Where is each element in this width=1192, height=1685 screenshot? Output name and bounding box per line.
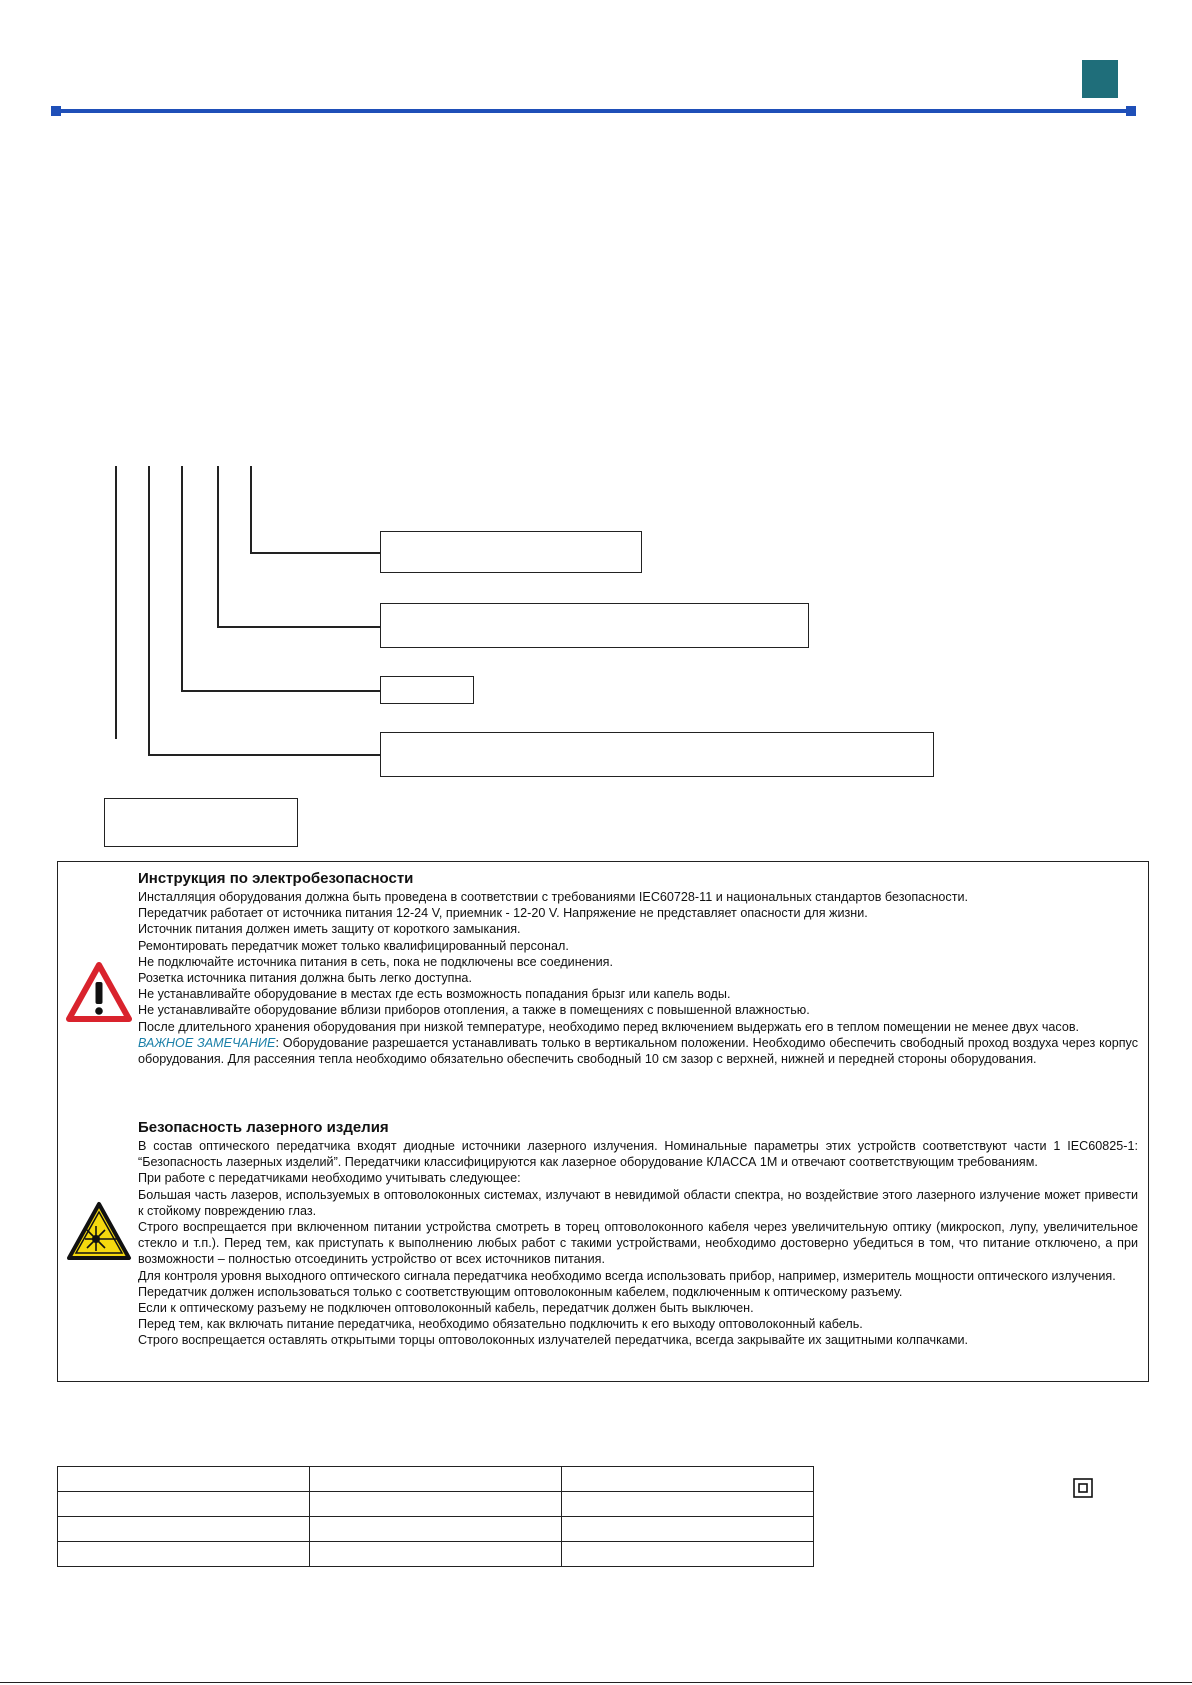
table-row — [58, 1467, 814, 1492]
laser-line-5: Для контроля уровня выходного оптического сигнала передатчика необходимо всегда использовать прибор, например, измеритель мощности оптического излучения. — [138, 1268, 1116, 1283]
electrical-line-8: Не устанавливайте оборудование вблизи приборов отопления, а также в помещениях с повышенной влажностью. — [138, 1003, 810, 1018]
code-connector-4 — [217, 626, 380, 628]
laser-line-7: Если к оптическому разъему не подключен оптоволоконный кабель, передатчик должен быть выключен. — [138, 1301, 754, 1316]
table-cell — [562, 1492, 814, 1517]
code-branch-line-4 — [217, 466, 219, 626]
code-field-box-5 — [380, 531, 642, 573]
table-cell — [58, 1542, 310, 1567]
code-connector-2 — [148, 754, 380, 756]
safety-instructions-frame — [57, 861, 1149, 1382]
code-field-box-2 — [380, 732, 934, 777]
laser-radiation-icon — [66, 1201, 132, 1261]
laser-line-3: Большая часть лазеров, используемых в оптоволоконных системах, излучают в невидимой области спектра, но воздействие этого лазерного излучение может привести к стойкому повреждению глаз. — [138, 1187, 1138, 1218]
code-field-box-4 — [380, 603, 809, 648]
important-note — [138, 1035, 1138, 1067]
electrical-line-7: Не устанавливайте оборудование в местах где есть возможность попадания брызг или капель воды. — [138, 987, 731, 1002]
laser-line-8: Перед тем, как включать питание передатчика, необходимо обязательно подключить к его выходу оптоволоконный кабель. — [138, 1317, 863, 1332]
important-note-text: : Оборудование разрешается устанавливать только в вертикальном положении. Необходимо обеспечить свободный проход воздуха через корпус оборудования. Для рассеяния тепла необходимо обязательно обеспечить свободный 10 см зазор с верхней, нижней и передней стороны оборудования. — [138, 1035, 1138, 1067]
code-branch-line-3 — [181, 466, 183, 690]
electrical-line-1: Инсталляция оборудования должна быть проведена в соответствии с требованиями IEC60728-11 и национальных стандартов безопасности. — [138, 890, 969, 904]
laser-line-1: В состав оптического передатчика входят диодные источники лазерного излучения. Номинальные параметры этих устройств соответствуют части 1 IEC60825-1: “Безопасность лазерных изделий”. Передатчики классифицируются как лазерное оборудование КЛАССА 1М и отвечают соответствующим требованиям. — [138, 1139, 1138, 1170]
laser-safety-section — [138, 1119, 1138, 1349]
table-cell — [58, 1467, 310, 1492]
electrical-safety-title: Инструкция по электробезопасности — [138, 870, 414, 887]
exclamation-warning-icon — [66, 962, 132, 1022]
table-cell — [562, 1467, 814, 1492]
code-field-box-3 — [380, 676, 474, 704]
laser-line-6: Передатчик должен использоваться только с соответствующим оптоволоконным кабелем, подключенным к оптическому разъему. — [138, 1284, 903, 1299]
electrical-line-2: Передатчик работает от источника питания 12-24 V, приемник - 12-20 V. Напряжение не представляет опасности для жизни. — [138, 906, 868, 921]
table-cell — [562, 1517, 814, 1542]
table-cell — [58, 1492, 310, 1517]
electrical-line-9: После длительного хранения оборудования при низкой температуре, необходимо перед включением выдержать его в теплом помещении не менее двух часов. — [138, 1019, 1080, 1034]
code-field-box-1 — [104, 798, 298, 847]
important-note-label: ВАЖНОЕ ЗАМЕЧАНИЕ — [138, 1035, 276, 1050]
electrical-safety-section — [138, 870, 1138, 1067]
table-row — [58, 1542, 814, 1567]
footer-rule — [0, 1682, 1192, 1683]
table-cell — [562, 1542, 814, 1567]
spec-table — [57, 1466, 814, 1567]
table-cell — [310, 1492, 562, 1517]
table-cell — [310, 1542, 562, 1567]
table-cell — [310, 1467, 562, 1492]
code-connector-3 — [181, 690, 380, 692]
laser-line-2: При работе с передатчиками необходимо учитывать следующее: — [138, 1171, 521, 1186]
table-row — [58, 1517, 814, 1542]
code-connector-5 — [250, 552, 380, 554]
table-row — [58, 1492, 814, 1517]
laser-line-9: Строго воспрещается оставлять открытыми торцы оптоволоконных излучателей передатчика, всегда закрывайте их защитными колпачками. — [138, 1333, 969, 1348]
table-cell — [58, 1517, 310, 1542]
electrical-line-4: Ремонтировать передатчик может только квалифицированный персонал. — [138, 938, 569, 953]
electrical-line-6: Розетка источника питания должна быть легко доступна. — [138, 971, 472, 986]
electrical-line-3: Источник питания должен иметь защиту от короткого замыкания. — [138, 922, 521, 937]
electrical-line-5: Не подключайте источника питания в сеть, пока не подключены все соединения. — [138, 954, 613, 969]
class-ii-double-square-icon — [1073, 1478, 1093, 1498]
code-branch-line-1 — [115, 466, 117, 739]
laser-safety-title: Безопасность лазерного изделия — [138, 1119, 389, 1136]
table-cell — [310, 1517, 562, 1542]
code-branch-line-5 — [250, 466, 252, 552]
laser-line-4: Строго воспрещается при включенном питании устройства смотреть в торец оптоволоконного кабеля через увеличительную оптику (микроскоп, лупу, увеличительное стекло и т.п.). Перед тем, как приступать к выполнению любых работ с такими устройствами, необходимо достоверно убедиться в том, что питание отключено, а при возможности – полностью отсоединить устройство от всех источников питания. — [138, 1220, 1138, 1267]
code-branch-line-2 — [148, 466, 150, 754]
